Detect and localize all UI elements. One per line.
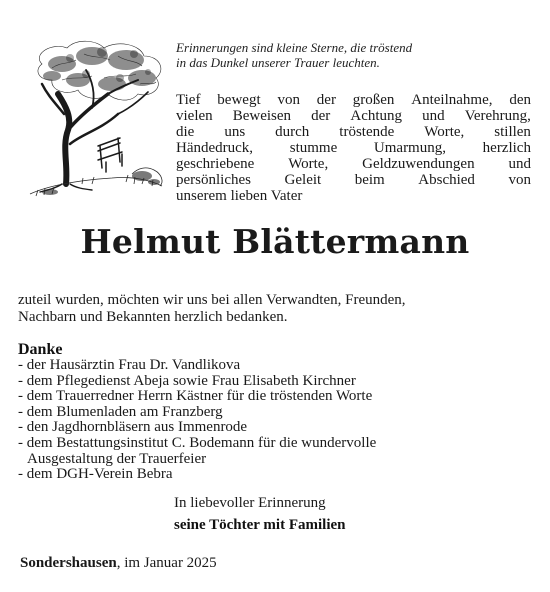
word: Geldzuwendungen xyxy=(362,156,475,172)
thanks-line: zuteil wurden, möchten wir uns bei allen Verwandten, Freunden, xyxy=(18,292,406,308)
word: Worte, xyxy=(424,124,465,140)
intro-line xyxy=(176,124,531,140)
word: uns xyxy=(224,124,246,140)
word: von xyxy=(277,92,300,108)
word: und xyxy=(422,108,445,124)
word: Umarmung, xyxy=(373,140,446,156)
danke-heading: Danke xyxy=(18,341,63,358)
intro-line xyxy=(176,156,531,172)
word: Achtung xyxy=(350,108,403,124)
word: Anteilnahme, xyxy=(411,92,493,108)
intro-line xyxy=(176,92,531,108)
word: Tief xyxy=(176,92,201,108)
word: durch xyxy=(275,124,310,140)
list-item xyxy=(18,467,533,483)
thanks-paragraph xyxy=(18,292,533,326)
danke-list xyxy=(18,358,533,483)
word: herzlich xyxy=(482,140,531,156)
list-item-text: - dem Pflegedienst Abeja sowie Frau Elisabeth Kirchner xyxy=(18,372,356,389)
word: Beweisen xyxy=(232,108,292,124)
word: von xyxy=(508,172,531,188)
quote-line: in das Dunkel unserer Trauer leuchten. xyxy=(176,55,380,70)
list-item-text: - dem Trauerredner Herrn Kästner für die tröstenden Worte xyxy=(18,388,373,405)
word: großen xyxy=(352,92,395,108)
word: unserem lieben Vater xyxy=(176,188,303,204)
word: beim xyxy=(354,172,385,188)
word: der xyxy=(316,92,336,108)
deceased-name: Helmut Blättermann xyxy=(80,222,470,261)
word: tröstende xyxy=(339,124,395,140)
quote-line: Erinnerungen sind kleine Sterne, die tröstend xyxy=(176,40,413,55)
list-item-text: - den Jagdhornbläsern aus Immenrode xyxy=(18,419,248,436)
list-item-text: - dem Blumenladen am Franzberg xyxy=(18,403,223,420)
intro-line xyxy=(176,172,531,188)
word: den xyxy=(509,92,531,108)
word: vielen xyxy=(176,108,213,124)
list-item xyxy=(18,358,533,374)
place-date xyxy=(20,555,217,572)
intro-paragraph xyxy=(176,92,531,204)
word: Worte, xyxy=(288,156,329,172)
list-item xyxy=(18,420,533,436)
memorial-quote xyxy=(176,40,516,70)
intro-line xyxy=(176,188,531,204)
word: bewegt xyxy=(217,92,261,108)
word: stillen xyxy=(494,124,531,140)
word: Geleit xyxy=(284,172,322,188)
word: Abschied xyxy=(418,172,475,188)
signature: seine Töchter mit Familien xyxy=(174,517,346,533)
word: geschriebene xyxy=(176,156,255,172)
tree-bench-illustration xyxy=(22,34,170,200)
list-item xyxy=(18,436,533,467)
word: stumme xyxy=(289,140,338,156)
word: Händedruck, xyxy=(176,140,254,156)
list-item xyxy=(18,405,533,421)
thanks-line: Nachbarn und Bekannten herzlich bedanken. xyxy=(18,309,288,325)
intro-line xyxy=(176,108,531,124)
list-item xyxy=(18,374,533,390)
intro-line xyxy=(176,140,531,156)
list-item-continuation: Ausgestaltung der Trauerfeier xyxy=(27,450,207,467)
word: der xyxy=(311,108,331,124)
place: Sondershausen xyxy=(20,555,117,571)
date: , im Januar 2025 xyxy=(116,555,217,571)
word: die xyxy=(176,124,195,140)
word: und xyxy=(508,156,531,172)
list-item-text: - dem DGH-Verein Bebra xyxy=(18,466,173,483)
list-item xyxy=(18,389,533,405)
closing-line: In liebevoller Erinnerung xyxy=(174,495,326,511)
list-item-text: - der Hausärztin Frau Dr. Vandlikova xyxy=(18,357,241,373)
word: persönliches xyxy=(176,172,251,188)
list-item-text: - dem Bestattungsinstitut C. Bodemann für die wundervolle xyxy=(18,434,377,451)
word: Verehrung, xyxy=(464,108,531,124)
